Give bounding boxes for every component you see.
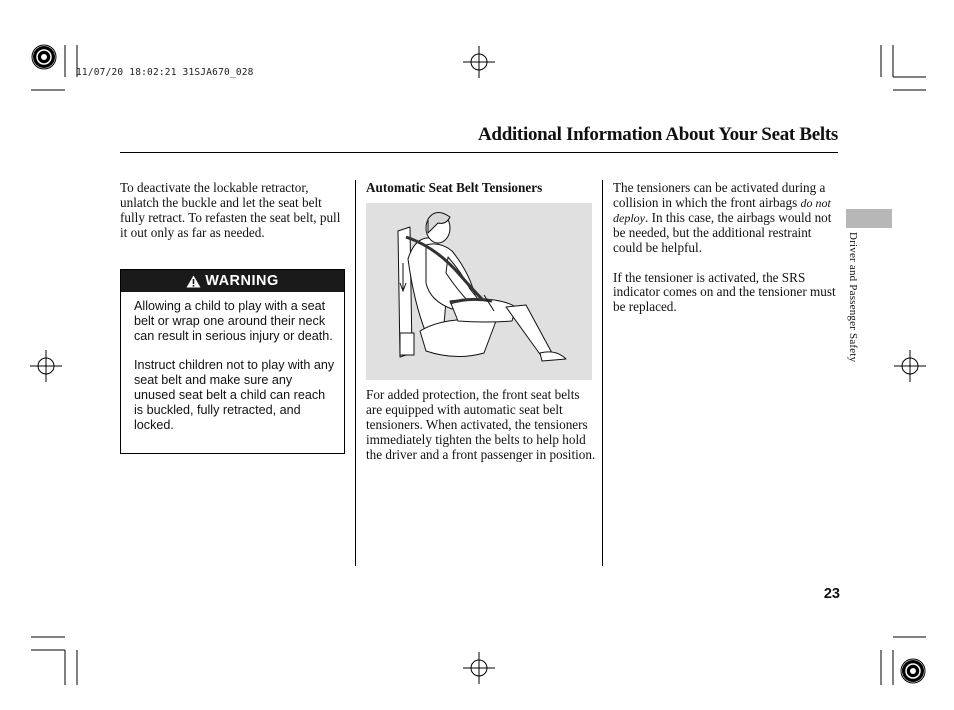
- section-tab: [846, 209, 892, 228]
- srs-indicator-paragraph: If the tensioner is activated, the SRS indicator comes on and the tensioner must be replaced.: [613, 269, 836, 315]
- warning-paragraph: Instruct children not to play with any seat belt and make sure any unused seat belt a child can reach is buckled, fully retracted, and locked.: [134, 358, 335, 432]
- warning-label: WARNING: [205, 273, 279, 289]
- tensioner-description: [366, 388, 596, 463]
- column-1: [120, 181, 346, 241]
- warning-paragraph: Allowing a child to play with a seat belt or wrap one around their neck can result in serious injury or death.: [134, 299, 333, 343]
- page-title: Additional Information About Your Seat Belts: [478, 124, 838, 145]
- retractor-paragraph: To deactivate the lockable retractor, unlatch the buckle and let the seat belt fully retract. To refasten the seat belt, pull it out only as far as needed.: [120, 180, 341, 240]
- activation-paragraph: [613, 181, 842, 256]
- tensioner-paragraph: For added protection, the front seat belts are equipped with automatic seat belt tensioners. When activated, the tensioners immediately tighten the belts to help hold the driver and a front passenger in position.: [366, 387, 596, 462]
- page-number: 23: [823, 586, 840, 602]
- warning-banner: [121, 270, 344, 292]
- print-stamp: 11/07/20 18:02:21 31SJA670_028: [76, 67, 254, 78]
- section-heading: Automatic Seat Belt Tensioners: [366, 180, 543, 195]
- do-not-deploy-emphasis: do not deploy: [613, 195, 831, 225]
- column-divider: [355, 180, 356, 566]
- section-side-label: Driver and Passenger Safety: [847, 232, 859, 363]
- warning-body: [121, 292, 344, 433]
- seated-passenger-drawing: [366, 203, 592, 380]
- column-2: [366, 181, 596, 196]
- seat-belt-tensioner-illustration: [366, 203, 592, 380]
- title-rule: [120, 152, 838, 153]
- column-3: [613, 181, 842, 315]
- warning-triangle-icon: [186, 275, 201, 288]
- column-divider: [602, 180, 603, 566]
- activation-text: The tensioners can be activated during a collision in which the front airbags: [613, 180, 826, 210]
- activation-text-end: . In this case, the airbags would not be needed, but the additional restraint could be helpful.: [613, 209, 832, 255]
- warning-box: [120, 269, 345, 454]
